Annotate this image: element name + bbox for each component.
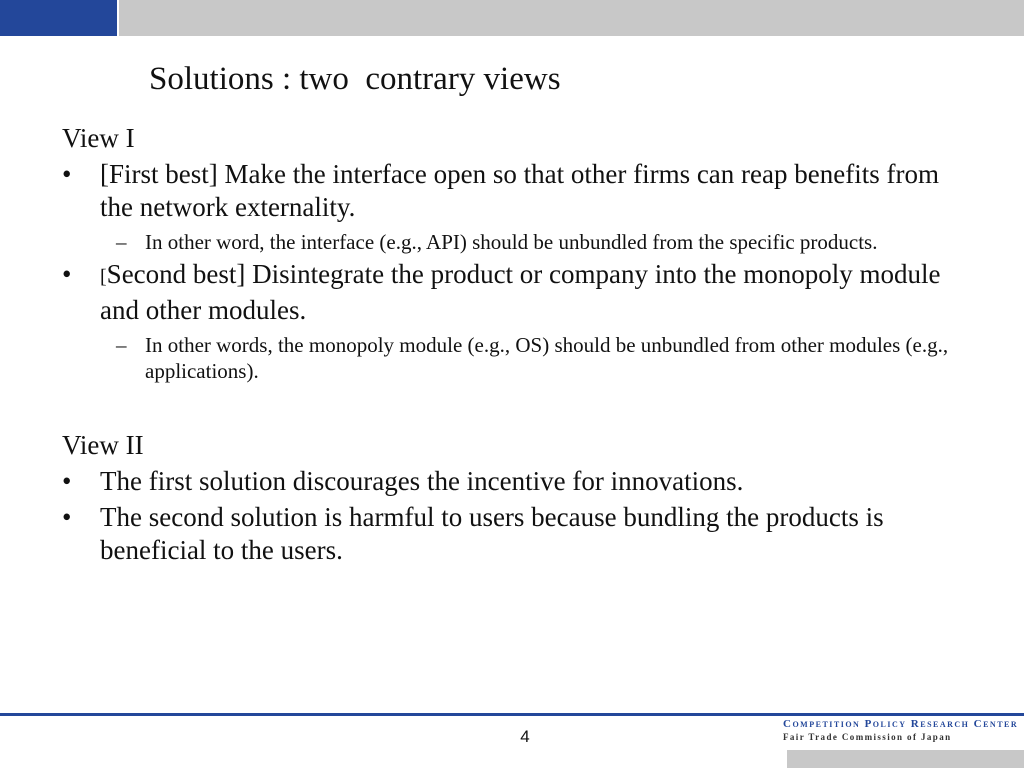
slide-body	[62, 121, 962, 567]
view-2-heading: View II	[62, 430, 144, 460]
bullet-icon: •	[62, 159, 72, 189]
bullet-text: Second best] Disintegrate the product or company into the monopoly module and other modules.	[100, 259, 941, 325]
bullet-text: The first solution discourages the incentive for innovations.	[100, 466, 744, 496]
footer-divider	[0, 713, 1024, 716]
view-1-bullet-2	[62, 258, 962, 327]
page-number: 4	[520, 727, 530, 746]
view-1-bullet-1	[62, 158, 962, 224]
bullet-text: The second solution is harmful to users because bundling the products is beneficial to the users.	[100, 502, 884, 565]
dash-icon: –	[116, 333, 127, 357]
header-gray-bar	[119, 0, 1024, 36]
sub-bullet-text: In other word, the interface (e.g., API) should be unbundled from the specific products.	[145, 230, 878, 254]
view-1-bullet-2-sub	[62, 332, 962, 384]
view-1-bullet-1-sub	[62, 229, 962, 255]
org-subtitle: Fair Trade Commission of Japan	[783, 732, 952, 742]
bracket-open: [	[100, 266, 107, 288]
footer-gray-bar	[787, 750, 1024, 768]
header-blue-bar	[0, 0, 117, 36]
view-2-bullet-1	[62, 465, 962, 498]
bullet-text: [First best] Make the interface open so that other firms can reap benefits from the network externality.	[100, 159, 939, 222]
dash-icon: –	[116, 230, 127, 254]
org-logo	[783, 718, 1019, 742]
bullet-icon: •	[62, 466, 72, 496]
view-1-heading: View I	[62, 123, 135, 153]
sub-bullet-text: In other words, the monopoly module (e.g., OS) should be unbundled from other modules (e.g., applications).	[145, 333, 949, 383]
slide-title: Solutions : two contrary views	[149, 61, 561, 97]
bullet-icon: •	[62, 259, 72, 289]
bullet-icon: •	[62, 502, 72, 532]
org-name: Competition Policy Research Center	[783, 718, 1019, 730]
view-2-bullet-2	[62, 501, 962, 567]
